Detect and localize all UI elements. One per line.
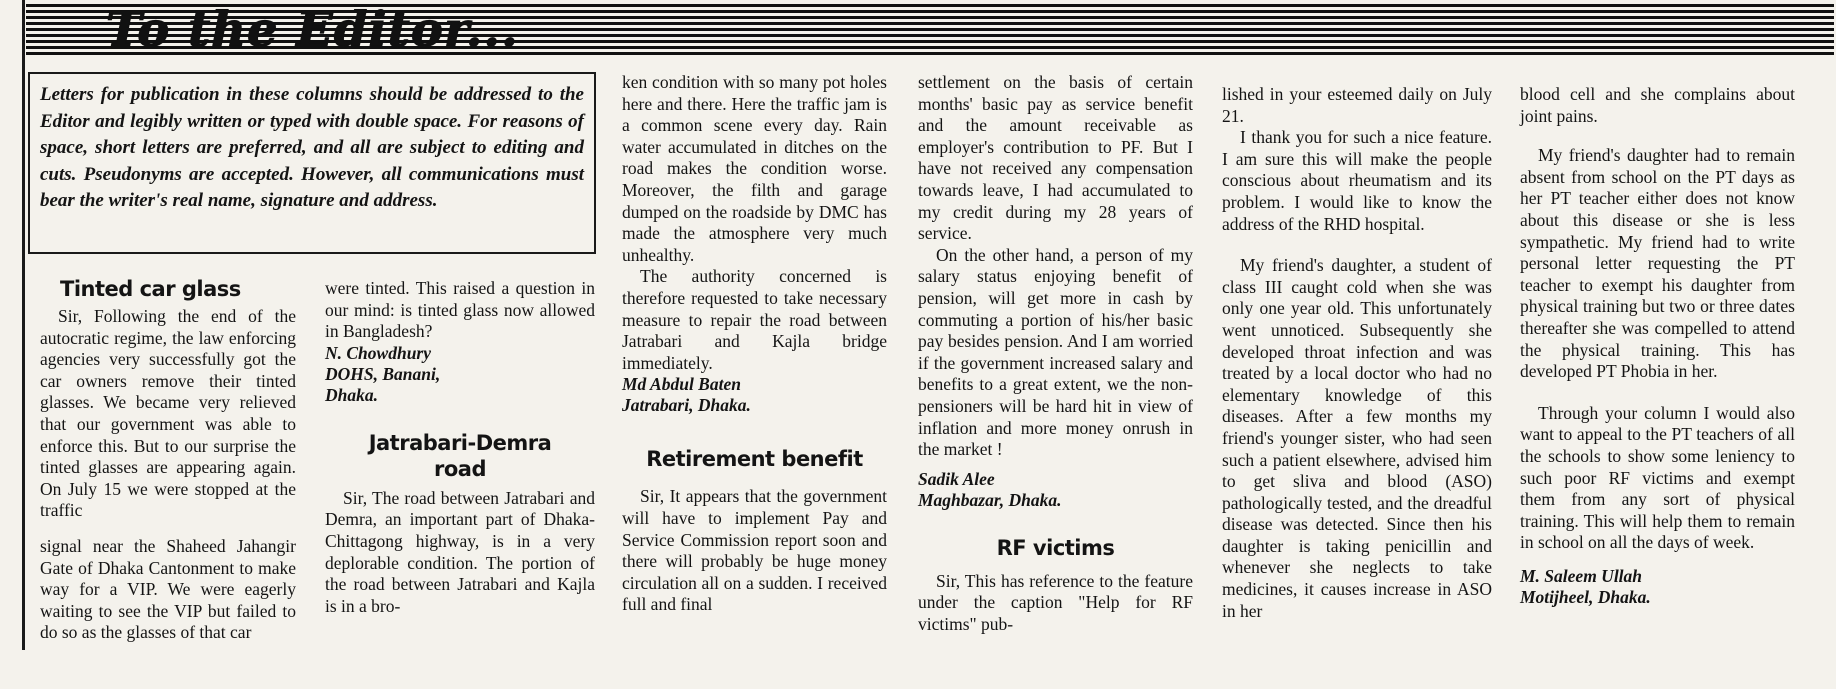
headline-jatrabari-demra-road: Jatrabari-Demra road — [368, 430, 552, 481]
column-rule — [22, 0, 25, 650]
letter-body: were tinted. This raised a question in our mind: is tinted glass now allowed in Bangladesh? — [325, 278, 595, 342]
letter-body: I thank you for such a nice feature. I am sure this will make the people conscious about rheumatism and its problem. I would like to know the address of the RHD hospital. — [1222, 127, 1492, 234]
signature-city: Dhaka. — [325, 384, 378, 405]
letter-body: settlement on the basis of certain months' basic pay as service benefit and the amount receivable as employer's contribution to PF. But I have not received any compensation towards leave, I had accumulated to my credit during my 28 years of service. — [918, 72, 1193, 244]
letter-body: signal near the Shaheed Jahangir Gate of Dhaka Cantonment to make way for a VIP. We were eagerly waiting to see the VIP but failed to do so as the glasses of that car — [40, 535, 296, 643]
signature-address: Jatrabari, Dhaka. — [622, 395, 751, 416]
letter-body: Sir, This has reference to the feature under the caption "Help for RF victims" pub- — [918, 570, 1193, 634]
signature-address: Motijheel, Dhaka. — [1520, 586, 1651, 607]
letter-body: My friend's daughter, a student of class III caught cold when she was only one year old. This unfortunately went unnoticed. Subsequently she developed throat infection and was treated by a local doctor who had no elementary knowledge of this diseases. After a few months my friend's younger sister, who had seen such a patient elsewhere, advised him to get sliva and blood (ASO) pathologically tested, and the dreadful disease was detected. Since then his daughter is taking penicillin and whenever she neglects to take medicines, it causes increase in ASO in her — [1222, 255, 1492, 621]
headline-retirement-benefit: Retirement benefit — [646, 447, 863, 472]
signature-address: DOHS, Banani, — [325, 363, 441, 384]
letter-body: ken condition with so many pot holes here and there. Here the traffic jam is a common scene every day. Rain water accumulated in ditches on the road makes the condition worse. Moreover, the filth and garage dumped on the roadside by DMC has made the atmosphere very much unhealthy. — [622, 72, 887, 265]
column-5 — [1222, 84, 1492, 622]
signature-name: Sadik Alee — [918, 468, 995, 489]
section-masthead — [26, 2, 1834, 58]
letter-body: blood cell and she complains about joint pains. — [1520, 84, 1795, 126]
signature-name: Md Abdul Baten — [622, 374, 741, 395]
signature-name: N. Chowdhury — [325, 342, 432, 363]
letter-body: lished in your esteemed daily on July 21. — [1222, 84, 1492, 126]
column-2 — [325, 278, 595, 617]
letter-body: On the other hand, a person of my salary status enjoying benefit of pension, will get more in cash by commuting a portion of his/her basic pay besides pension. And I am worried if the government increased salary and benefits to a great extent, we the non-pensioners will be hard hit in view of inflation and more money onrush in the market ! — [918, 244, 1193, 460]
signature-name: M. Saleem Ullah — [1520, 565, 1643, 586]
letter-body: My friend's daughter had to remain absent from school on the PT days as her PT teacher either does not know about this disease or she is less sympathetic. My friend had to write personal letter requesting the PT teacher to exempt his daughter from physical training but two or three dates thereafter she was compelled to attend the physical training. This has developed PT Phobia in her. — [1520, 145, 1795, 382]
letter-body: Sir, Following the end of the autocratic regime, the law enforcing agencies very successfully got the car owners remove their tinted glasses. We became very relieved that our government was able to enforce this. But to our surprise the tinted glasses are appearing again. On July 15 we were stopped at the traffic — [40, 306, 296, 521]
letter-body: The authority concerned is therefore requested to take necessary measure to repair the road between Jatrabari and Kajla bridge immediately. — [622, 266, 887, 373]
letter-body: Through your column I would also want to appeal to the PT teachers of all the schools to show some leniency to such poor RF victims and exempt them from any sort of physical training. This will help them to remain in school on all the days of week. — [1520, 402, 1795, 553]
section-title: To the Editor... — [106, 2, 519, 58]
editorial-notice-box: Letters for publication in these columns should be addressed to the Editor and legibly written or typed with double space. For reasons of space, short letters are preferred, and all are subject to editing and cuts. Pseudonyms are accepted. However, all communications must bear the writer's real name, signature and address. — [28, 72, 596, 254]
headline-tinted-car-glass: Tinted car glass — [60, 277, 241, 301]
headline-rf-victims: RF victims — [996, 535, 1115, 560]
column-3 — [622, 72, 887, 616]
letter-body: Sir, The road between Jatrabari and Demra, an important part of Dhaka-Chittagong highway, is in a very deplorable condition. The portion of the road between Jatrabari and Kajla is in a bro- — [325, 487, 595, 616]
column-1 — [40, 276, 296, 644]
column-4 — [918, 72, 1193, 635]
letter-body: Sir, It appears that the government will have to implement Pay and Service Commission report soon and there will probably be huge money circulation all on a sudden. I received full and final — [622, 486, 887, 615]
signature-address: Maghbazar, Dhaka. — [918, 489, 1062, 510]
column-6 — [1520, 84, 1795, 608]
